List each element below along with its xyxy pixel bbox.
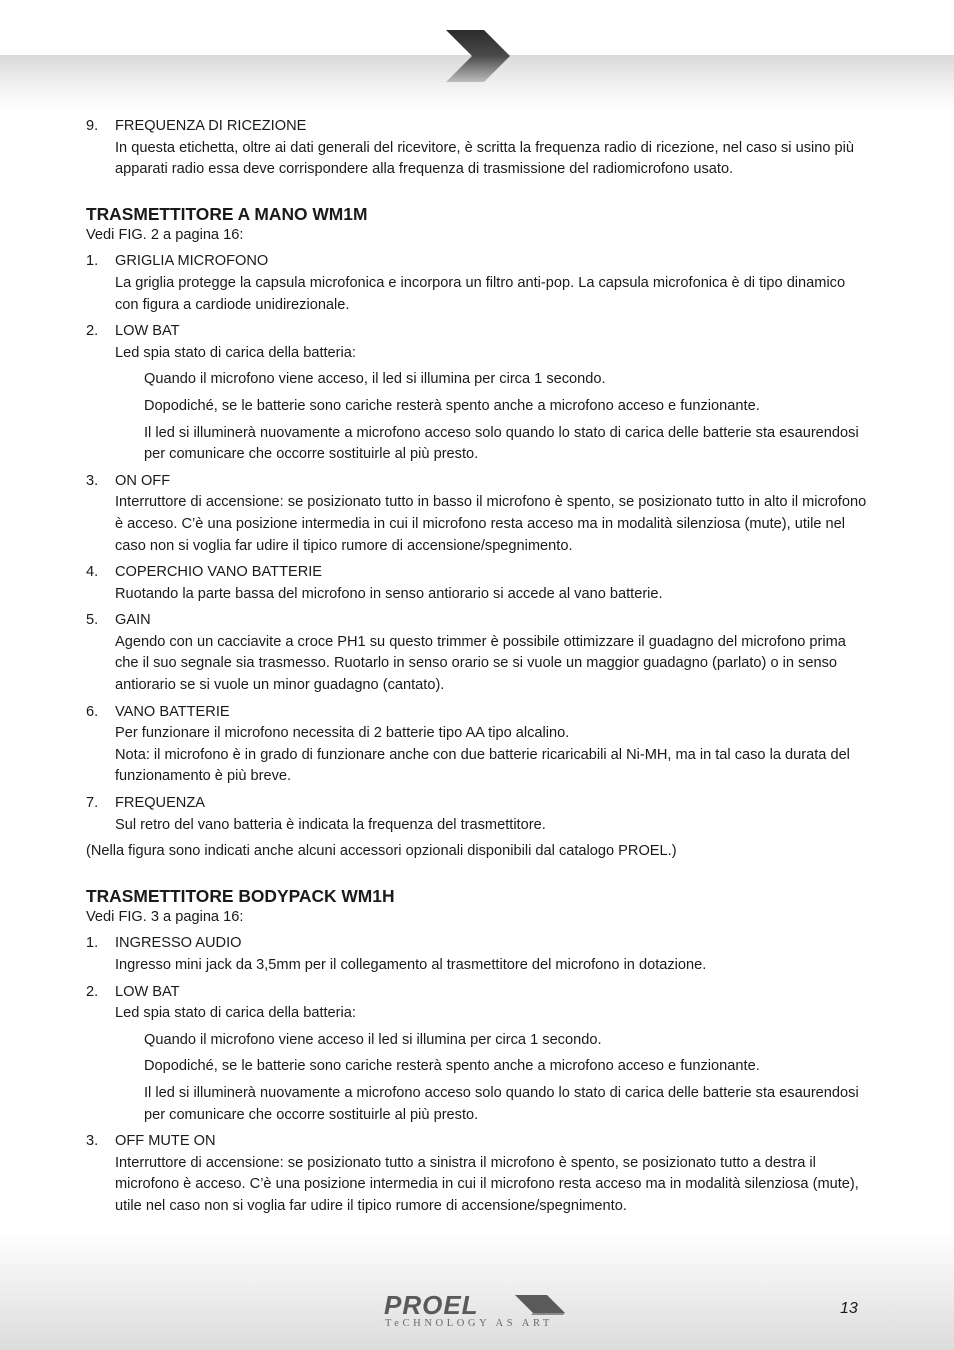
list-item (86, 610, 871, 696)
list-item (86, 471, 871, 557)
item-text: Ingresso mini jack da 3,5mm per il collegamento al trasmettitore del microfono in dotazione. (115, 957, 707, 973)
section-wm1h (86, 885, 871, 1218)
item-title: LOW BAT (115, 323, 180, 340)
item-title: FREQUENZA (115, 795, 205, 812)
item-title: GRIGLIA MICROFONO (115, 253, 269, 270)
page-number: 13 (840, 1300, 858, 1317)
figure-reference: Vedi FIG. 3 a pagina 16: (86, 908, 244, 925)
item-text: Ruotando la parte bassa del microfono in senso antiorario si accede al vano batterie. (115, 585, 663, 602)
document-body (86, 116, 871, 1223)
sub-paragraph: Il led si illuminerà nuovamente a microfono acceso solo quando lo stato di carica delle batterie sta esaurendosi per comunicare che occorre sostituirle al più presto. (144, 424, 859, 463)
item-number: 1. (86, 253, 99, 270)
logo-tagline: TeCHNOLOGY AS ART (385, 1318, 553, 1329)
logo-wordmark: PROEL (384, 1290, 479, 1320)
item-title: FREQUENZA DI RICEZIONE (115, 118, 307, 134)
item-text: Led spia stato di carica della batteria: (115, 1005, 356, 1022)
item-number: 7. (86, 795, 99, 812)
chevron-arrow-icon (444, 28, 512, 84)
item-title: GAIN (115, 612, 151, 629)
list-item (86, 321, 871, 466)
list-item (86, 251, 871, 316)
section-wm1m (86, 203, 871, 863)
item-number: 2. (86, 983, 99, 1000)
item-text: In questa etichetta, oltre ai dati generali del ricevitore, è scritta la frequenza radio di ricezione, nel caso si usino più apparati radio essa deve corrispondere alla frequenza di trasmissione del radiomicrofono usato. (115, 139, 855, 178)
item-title: LOW BAT (115, 983, 180, 1000)
item-text: Interruttore di accensione: se posizionato tutto a sinistra il microfono è spento, se posizionato tutto a destra il microfono è acceso. C’è una posizione intermedia in cui il microfono resta acceso ma in modalità silenziosa (mute), utile nel caso non si voglia far udire il tipico rumore di accensione/spegnimento. (115, 1154, 859, 1214)
item-number: 3. (86, 472, 99, 489)
item-title: OFF MUTE ON (115, 1133, 216, 1150)
sub-paragraph: Quando il microfono viene acceso il led si illumina per circa 1 secondo. (144, 1031, 602, 1048)
list-item (86, 1131, 871, 1217)
item-title: VANO BATTERIE (115, 703, 230, 720)
list-item (86, 562, 871, 605)
section-heading: TRASMETTITORE A MANO WM1M (86, 203, 368, 224)
item-number: 6. (86, 703, 99, 720)
item-text: Agendo con un cacciavite a croce PH1 su questo trimmer è possibile ottimizzare il guadagno del microfono prima che il suo segnale sia trasmesso. Ruotarlo in senso orario se si vuole un maggior guadagno (parlato) o in senso antiorario se si vuole un minor guadagno (cantato). (115, 633, 846, 694)
sub-paragraph: Il led si illuminerà nuovamente a microfono acceso solo quando lo stato di carica delle batterie sta esaurendosi per comunicare che occorre sostituirle al più presto. (144, 1084, 859, 1123)
accessories-note: (Nella figura sono indicati anche alcuni accessori opzionali disponibili dal catalogo PROEL.) (86, 843, 677, 860)
list-item (86, 933, 871, 976)
item-number: 3. (86, 1133, 99, 1150)
arrow-logo-icon (515, 1295, 567, 1315)
item-text: Per funzionare il microfono necessita di 2 batterie tipo AA tipo alcalino. (115, 725, 570, 742)
sub-paragraph: Quando il microfono viene acceso, il led si illumina per circa 1 secondo. (144, 371, 606, 388)
item-title: ON OFF (115, 472, 171, 489)
item-number: 9. (86, 118, 99, 134)
item-text: Sul retro del vano batteria è indicata la frequenza del trasmettitore. (115, 816, 546, 833)
sub-paragraph: Dopodiché, se le batterie sono cariche resterà spento anche a microfono acceso e funzionante. (144, 397, 760, 414)
item-number: 4. (86, 564, 99, 581)
proel-logo (384, 1291, 584, 1335)
sub-paragraph: Dopodiché, se le batterie sono cariche resterà spento anche a microfono acceso e funzionante. (144, 1058, 760, 1075)
item-text: La griglia protegge la capsula microfonica e incorpora un filtro anti-pop. La capsula microfonica è di tipo dinamico con figura a cardiode unidirezionale. (115, 274, 846, 313)
list-item (86, 982, 871, 1127)
item-number: 2. (86, 323, 99, 340)
item-number: 5. (86, 612, 99, 629)
list-item (86, 793, 871, 836)
item-text: Led spia stato di carica della batteria: (115, 344, 356, 361)
item-note: Nota: il microfono è in grado di funzionare anche con due batterie ricaricabili al Ni-MH, ma in tal caso la durata del funzionamento è più breve. (115, 746, 850, 785)
item-text: Interruttore di accensione: se posizionato tutto in basso il microfono è spento, se posizionato tutto in alto il microfono è acceso. C’è una posizione intermedia in cui il microfono resta acceso ma in modalità silenziosa (mute), utile nel caso non si voglia far udire il tipico rumore di accensione/spegnimento. (115, 494, 867, 554)
item-number: 1. (86, 935, 99, 952)
list-item (86, 702, 871, 788)
figure-reference: Vedi FIG. 2 a pagina 16: (86, 226, 244, 243)
section-heading: TRASMETTITORE BODYPACK WM1H (86, 885, 395, 906)
item-title: INGRESSO AUDIO (115, 935, 242, 952)
list-item (86, 116, 871, 181)
item-title: COPERCHIO VANO BATTERIE (115, 564, 323, 581)
